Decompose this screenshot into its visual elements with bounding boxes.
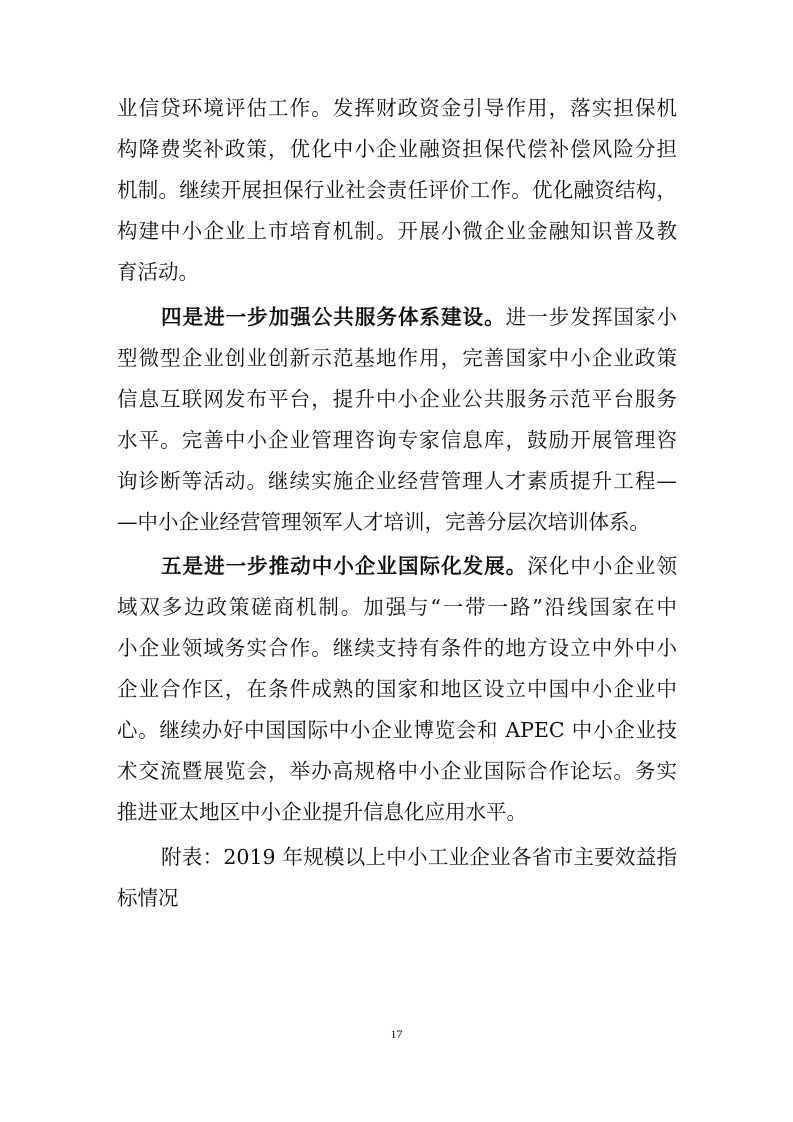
paragraph-2-line-6: —中小企业经营管理领军人才培训，完善分层次培训体系。: [117, 510, 650, 534]
paragraph-2-line-2: 型微型企业创业创新示范基地作用，完善国家中小企业政策: [117, 346, 677, 370]
paragraph-1-line-3: 机制。继续开展担保行业社会责任评价工作。优化融资结构，: [117, 178, 677, 202]
paragraph-1-line-1: 业信贷环境评估工作。发挥财政资金引导作用，落实担保机: [117, 96, 677, 120]
paragraph-1-line-4: 构建中小企业上市培育机制。开展小微企业金融知识普及教: [117, 219, 677, 243]
paragraph-3-heading: 五是进一步推动中小企业国际化发展。: [161, 554, 528, 578]
paragraph-1-line-2: 构降费奖补政策，优化中小企业融资担保代偿补偿风险分担: [117, 137, 677, 161]
paragraph-2-line-5: 询诊断等活动。继续实施企业经营管理人才素质提升工程—: [117, 469, 677, 493]
paragraph-3-line-7: 推进亚太地区中小企业提升信息化应用水平。: [117, 800, 527, 824]
page-number: 17: [390, 1027, 403, 1041]
paragraph-2-first-line-rest: 进一步发挥国家小: [505, 305, 677, 329]
paragraph-2-line-1: [161, 297, 677, 337]
paragraph-3-line-3: 小企业领域务实合作。继续支持有条件的地方设立中外中小: [117, 636, 677, 660]
paragraph-3-line-5: 心。继续办好中国国际中小企业博览会和 APEC 中小企业技: [117, 718, 677, 742]
paragraph-2-line-3: 信息互联网发布平台，提升中小企业公共服务示范平台服务: [117, 387, 677, 411]
paragraph-3-line-2: 域双多边政策磋商机制。加强与“一带一路”沿线国家在中: [117, 595, 677, 619]
paragraph-3-first-line-rest: 深化中小企业领: [527, 554, 677, 578]
paragraph-2-line-4: 水平。完善中小企业管理咨询专家信息库，鼓励开展管理咨: [117, 428, 677, 452]
paragraph-4-line-2: 标情况: [117, 886, 179, 910]
paragraph-2-heading: 四是进一步加强公共服务体系建设。: [161, 305, 506, 329]
paragraph-1-line-5: 育活动。: [117, 260, 199, 284]
paragraph-3-line-4: 企业合作区，在条件成熟的国家和地区设立中国中小企业中: [117, 677, 677, 701]
paragraph-4-line-1: 附表：2019 年规模以上中小工业企业各省市主要效益指: [161, 845, 677, 869]
paragraph-3-line-6: 术交流暨展览会，举办高规格中小企业国际合作论坛。务实: [117, 759, 677, 783]
paragraph-3-line-1: [161, 546, 677, 586]
